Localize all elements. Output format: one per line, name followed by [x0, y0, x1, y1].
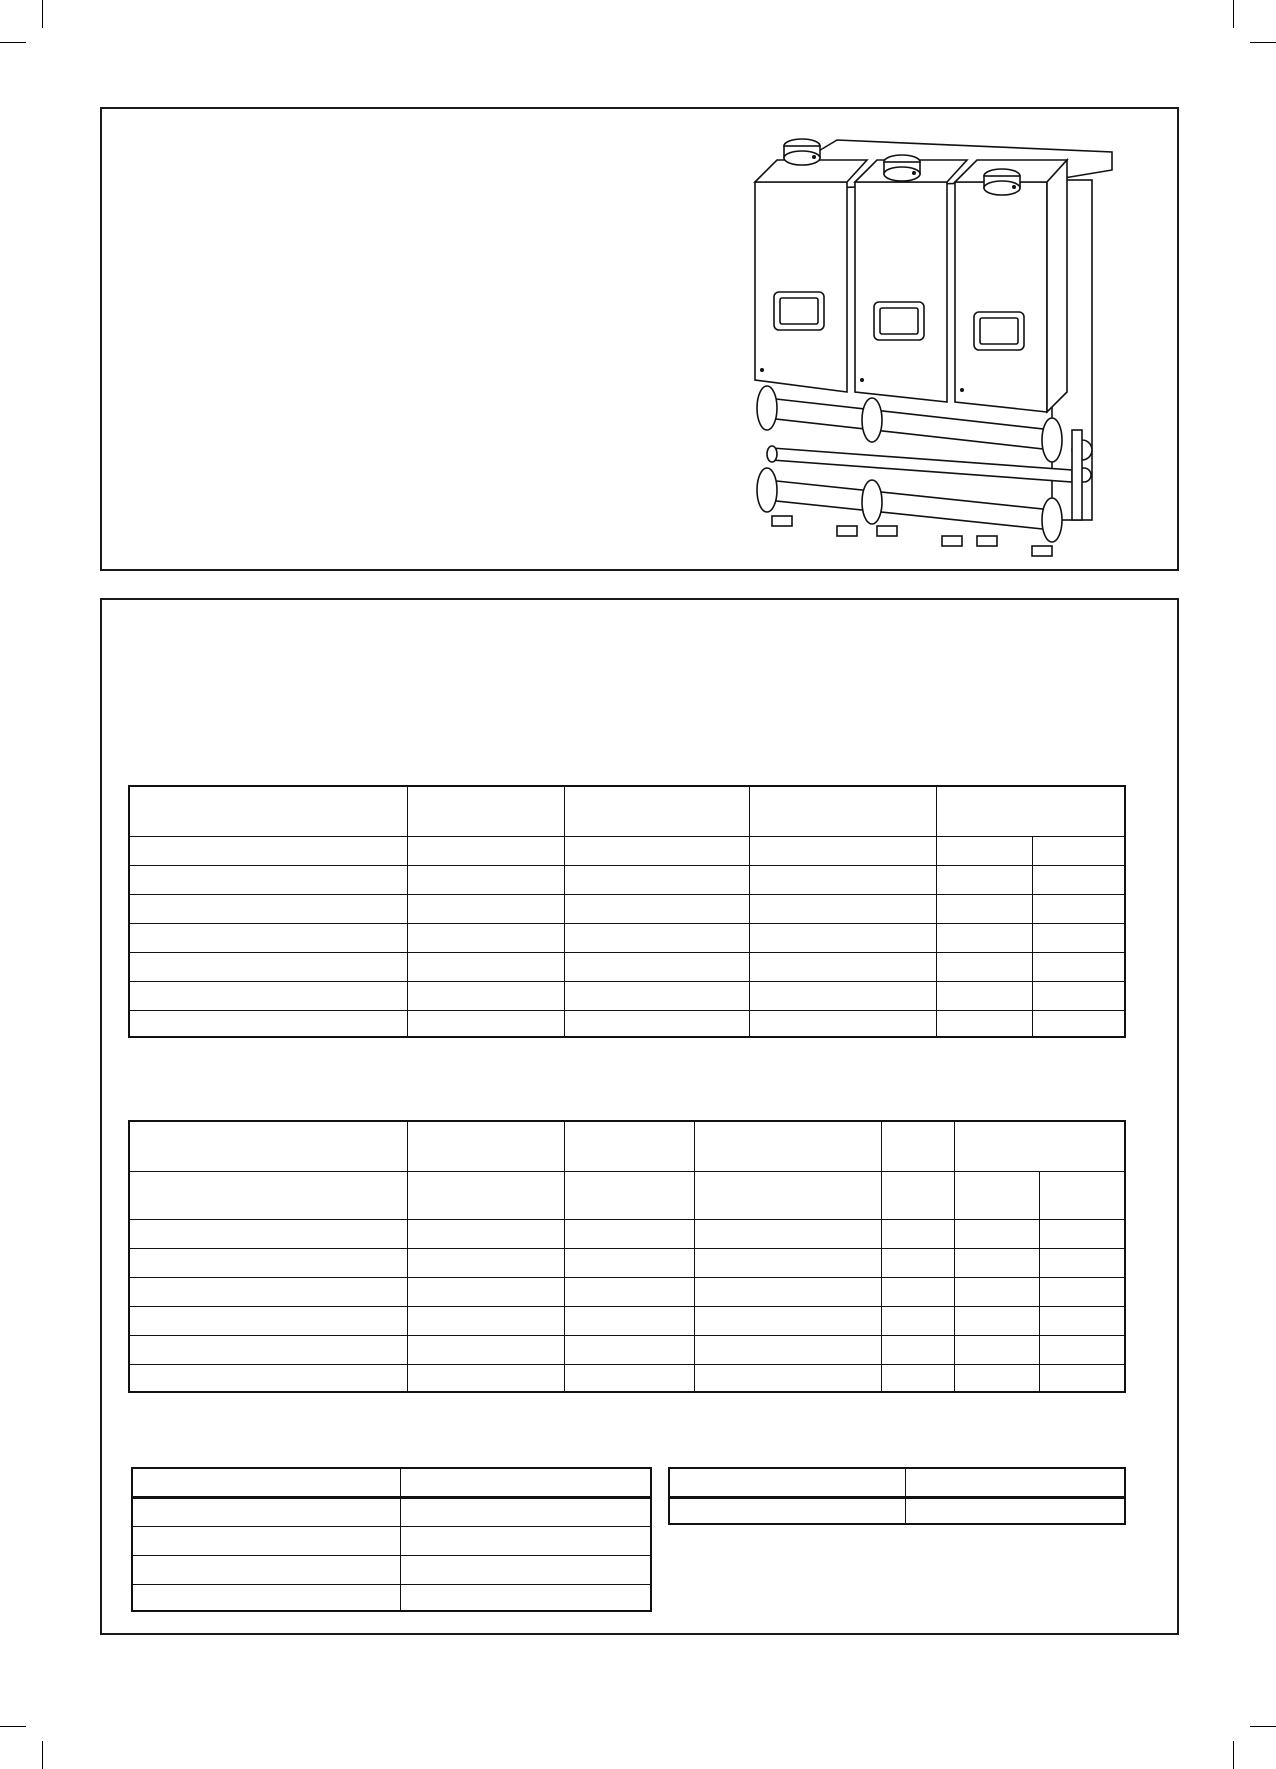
- table-cell: [407, 1219, 564, 1248]
- table-row: [132, 1555, 651, 1584]
- table-cell: [564, 1364, 694, 1392]
- table-cell: [881, 1364, 954, 1392]
- table-cell: [407, 1364, 564, 1392]
- table-row: [129, 836, 1125, 865]
- table-cell: [749, 923, 936, 952]
- table-header-cell: [407, 786, 564, 836]
- table-header-cell: [407, 1121, 564, 1171]
- table-row: [129, 952, 1125, 981]
- table-cell: [881, 1277, 954, 1306]
- table-cell: [129, 1364, 407, 1392]
- table-cell: [129, 952, 407, 981]
- table-cell: [129, 836, 407, 865]
- table-cell: [129, 981, 407, 1010]
- crop-mark: [0, 42, 26, 43]
- table-row: [129, 1010, 1125, 1037]
- table-cell: [564, 1010, 749, 1037]
- table-cell: [407, 1010, 564, 1037]
- table-cell: [936, 1010, 1032, 1037]
- table-cell: [129, 1010, 407, 1037]
- table-header-cell: [954, 1121, 1125, 1171]
- table-cell: [936, 865, 1032, 894]
- table-cell: [564, 1248, 694, 1277]
- data-table-3: [131, 1467, 652, 1612]
- table-cell: [749, 1010, 936, 1037]
- table-cell: [129, 1219, 407, 1248]
- table-row: [129, 923, 1125, 952]
- table-cell: [749, 836, 936, 865]
- table-cell: [694, 1306, 881, 1335]
- table-cell: [1032, 865, 1125, 894]
- table-cell: [407, 923, 564, 952]
- table-cell: [132, 1526, 400, 1555]
- table-header-cell: [694, 1171, 881, 1219]
- table-cell: [564, 952, 749, 981]
- table-cell: [694, 1219, 881, 1248]
- crop-mark: [1250, 42, 1276, 43]
- table-header-cell: [694, 1121, 881, 1171]
- table-cell: [129, 923, 407, 952]
- table-cell: [407, 1335, 564, 1364]
- table-header-cell: [564, 1121, 694, 1171]
- table-cell: [400, 1584, 651, 1611]
- table-cell: [954, 1248, 1039, 1277]
- table-header-cell: [1039, 1171, 1125, 1219]
- table-cell: [407, 1306, 564, 1335]
- table-header-row: [129, 786, 1125, 836]
- table-header-cell: [564, 786, 749, 836]
- table-cell: [694, 1364, 881, 1392]
- table-cell: [1039, 1364, 1125, 1392]
- table-cell: [669, 1497, 905, 1524]
- table-cell: [564, 865, 749, 894]
- table-header-cell: [132, 1468, 400, 1497]
- table-cell: [954, 1335, 1039, 1364]
- boiler-cascade-drawing: [752, 130, 1134, 564]
- table-row: [129, 1306, 1125, 1335]
- table-row: [129, 1335, 1125, 1364]
- table-cell: [954, 1277, 1039, 1306]
- table-cell: [1032, 894, 1125, 923]
- table-cell: [936, 952, 1032, 981]
- table-cell: [400, 1555, 651, 1584]
- crop-mark: [1250, 1726, 1276, 1727]
- table-cell: [129, 865, 407, 894]
- table-cell: [1032, 952, 1125, 981]
- table-cell: [749, 894, 936, 923]
- table-cell: [1039, 1219, 1125, 1248]
- table-cell: [749, 952, 936, 981]
- table-header-cell: [129, 1171, 407, 1219]
- crop-mark: [42, 1741, 43, 1769]
- table-cell: [936, 836, 1032, 865]
- data-table-2: [128, 1120, 1126, 1393]
- table-header-cell: [954, 1171, 1039, 1219]
- table-header-cell: [669, 1468, 905, 1497]
- table-cell: [132, 1497, 400, 1526]
- table-cell: [407, 1277, 564, 1306]
- table-cell: [129, 1335, 407, 1364]
- table-header-row: [129, 1121, 1125, 1171]
- table-cell: [881, 1306, 954, 1335]
- table-header-cell: [905, 1468, 1125, 1497]
- table-cell: [129, 1277, 407, 1306]
- table-cell: [564, 923, 749, 952]
- table-row: [129, 865, 1125, 894]
- table-cell: [881, 1248, 954, 1277]
- table-cell: [564, 981, 749, 1010]
- table-cell: [1032, 923, 1125, 952]
- table-row: [129, 1248, 1125, 1277]
- table-cell: [694, 1277, 881, 1306]
- table-row: [129, 981, 1125, 1010]
- table-cell: [129, 1306, 407, 1335]
- table-cell: [936, 894, 1032, 923]
- table-cell: [407, 952, 564, 981]
- table-cell: [1032, 981, 1125, 1010]
- table-row: [129, 1277, 1125, 1306]
- table-cell: [694, 1335, 881, 1364]
- table-cell: [564, 1219, 694, 1248]
- table-cell: [564, 1335, 694, 1364]
- data-table-1: [128, 785, 1126, 1038]
- table-row: [132, 1526, 651, 1555]
- table-header-cell: [749, 786, 936, 836]
- table-cell: [694, 1248, 881, 1277]
- table-cell: [407, 836, 564, 865]
- table-row: [129, 1219, 1125, 1248]
- table-cell: [1032, 1010, 1125, 1037]
- table-cell: [905, 1497, 1125, 1524]
- table-cell: [936, 923, 1032, 952]
- table-cell: [407, 981, 564, 1010]
- table-header-cell: [936, 786, 1125, 836]
- table-header-cell: [407, 1171, 564, 1219]
- table-cell: [132, 1584, 400, 1611]
- table-header-cell: [129, 1121, 407, 1171]
- table-row: [129, 894, 1125, 923]
- table-row: [132, 1497, 651, 1526]
- table-cell: [954, 1306, 1039, 1335]
- table-cell: [564, 1277, 694, 1306]
- table-cell: [564, 836, 749, 865]
- table-cell: [1039, 1248, 1125, 1277]
- table-cell: [129, 894, 407, 923]
- table-cell: [407, 894, 564, 923]
- table-cell: [407, 1248, 564, 1277]
- table-cell: [129, 1248, 407, 1277]
- table-cell: [400, 1526, 651, 1555]
- table-cell: [1039, 1335, 1125, 1364]
- table-header-cell: [129, 786, 407, 836]
- table-cell: [954, 1364, 1039, 1392]
- table-cell: [749, 981, 936, 1010]
- table-cell: [936, 981, 1032, 1010]
- table-cell: [881, 1219, 954, 1248]
- table-cell: [564, 894, 749, 923]
- crop-mark: [42, 0, 43, 28]
- table-header-cell: [881, 1171, 954, 1219]
- table-subheader-row: [129, 1171, 1125, 1219]
- table-header-cell: [400, 1468, 651, 1497]
- table-row: [669, 1497, 1125, 1524]
- table-header-cell: [881, 1121, 954, 1171]
- table-header-row: [132, 1468, 651, 1497]
- table-cell: [1039, 1277, 1125, 1306]
- table-header-cell: [564, 1171, 694, 1219]
- data-table-4: [668, 1467, 1126, 1525]
- table-row: [132, 1584, 651, 1611]
- table-cell: [132, 1555, 400, 1584]
- crop-mark: [0, 1726, 26, 1727]
- table-cell: [749, 865, 936, 894]
- table-cell: [400, 1497, 651, 1526]
- table-cell: [564, 1306, 694, 1335]
- table-cell: [1032, 836, 1125, 865]
- table-cell: [954, 1219, 1039, 1248]
- table-header-row: [669, 1468, 1125, 1497]
- table-cell: [881, 1335, 954, 1364]
- table-cell: [1039, 1306, 1125, 1335]
- table-cell: [407, 865, 564, 894]
- crop-mark: [1233, 1741, 1234, 1769]
- crop-mark: [1233, 0, 1234, 28]
- table-row: [129, 1364, 1125, 1392]
